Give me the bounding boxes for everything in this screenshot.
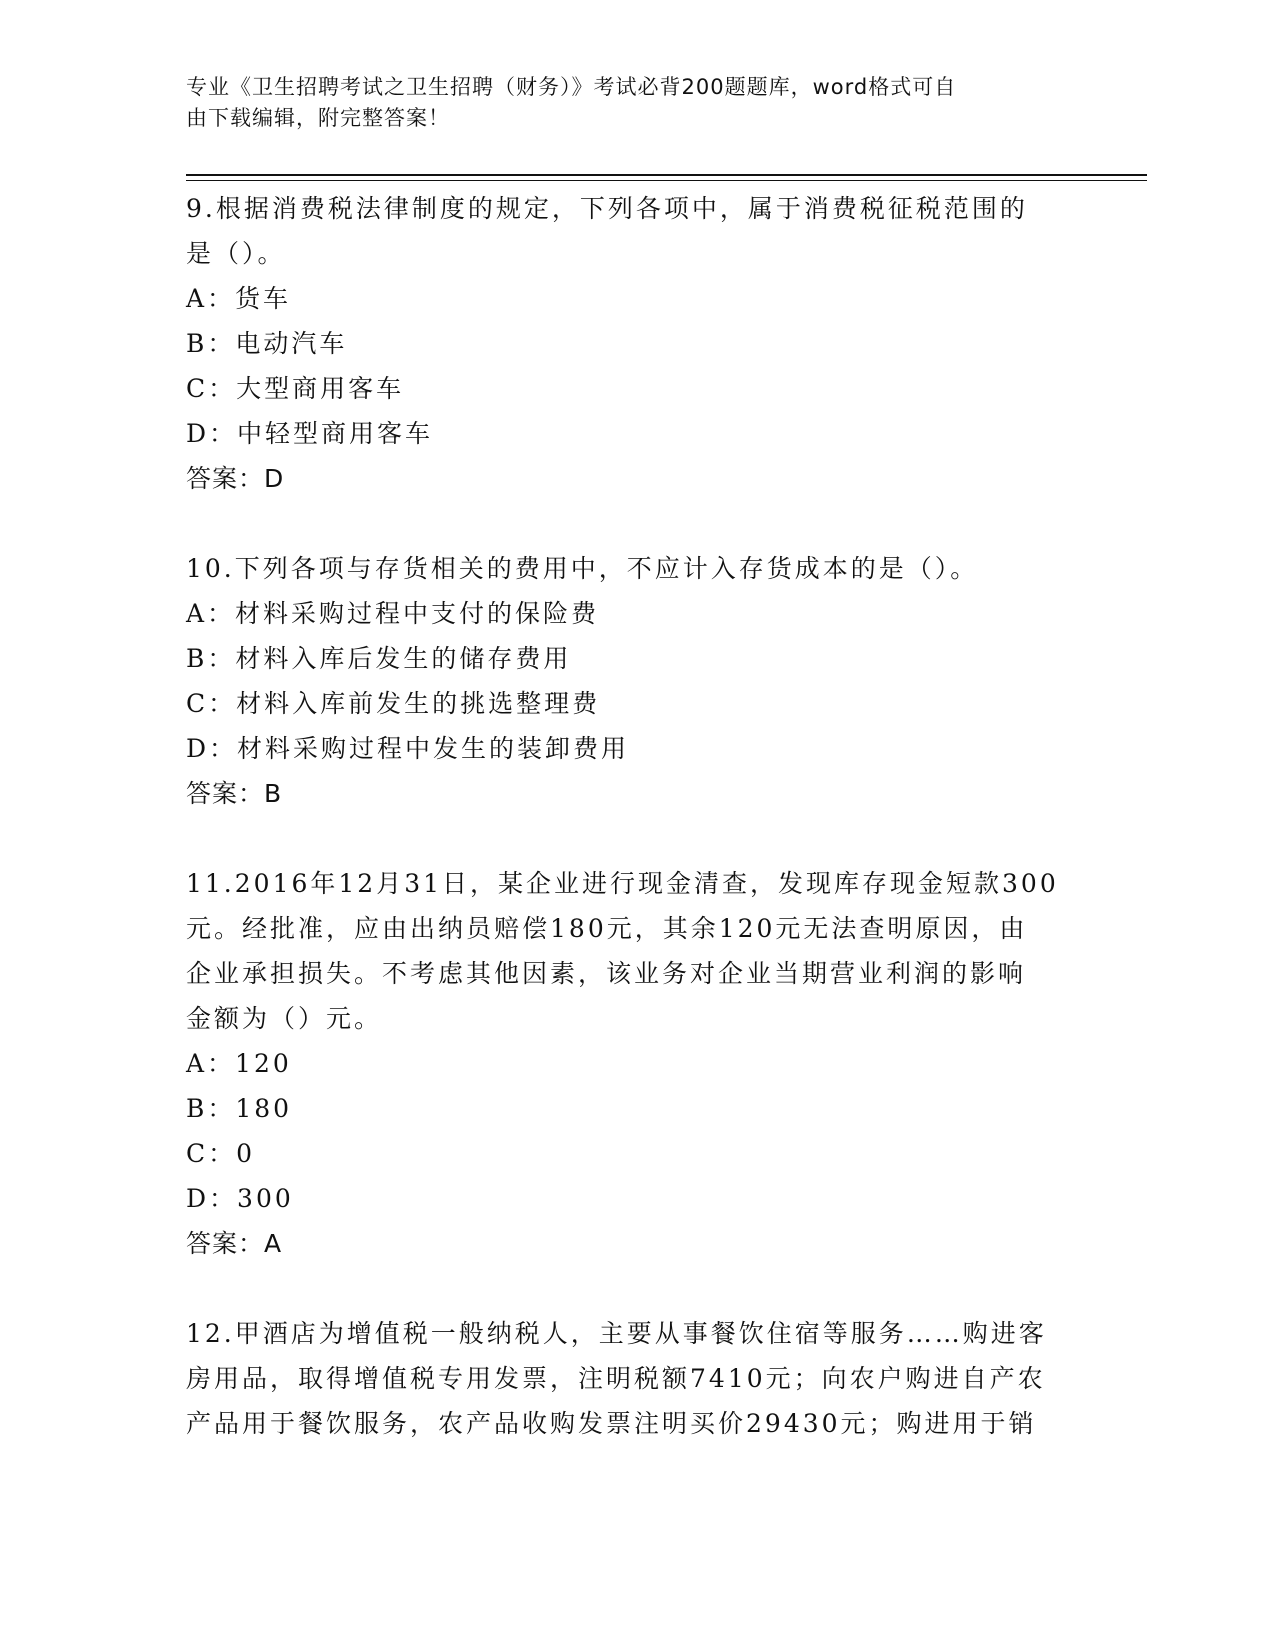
question-11 (186, 861, 1066, 1266)
question-stem-line: 是（）。 (186, 239, 286, 268)
header-divider-thin (186, 180, 1147, 181)
question-list (186, 186, 1066, 1446)
option-b: B：180 (186, 1094, 293, 1123)
option-d: D：材料采购过程中发生的装卸费用 (186, 734, 630, 763)
question-stem-line: 11.2016年12月31日，某企业进行现金清查，发现库存现金短款300 (186, 869, 1059, 898)
question-stem-line: 元。经批准，应由出纳员赔偿180元，其余120元无法查明原因，由 (186, 914, 1028, 943)
question-spacer (186, 816, 1066, 861)
question-stem-line: 9.根据消费税法律制度的规定，下列各项中，属于消费税征税范围的 (186, 194, 1028, 223)
header-line-2: 由下载编辑，附完整答案！ (186, 106, 450, 130)
answer-line: 答案：A (186, 1229, 283, 1258)
question-spacer (186, 501, 1066, 546)
question-10 (186, 546, 1066, 816)
option-b: B：电动汽车 (186, 329, 348, 358)
header-divider-thick (186, 174, 1147, 176)
option-a: A：货车 (186, 284, 292, 313)
option-a: A：材料采购过程中支付的保险费 (186, 599, 600, 628)
question-stem-line: 10.下列各项与存货相关的费用中，不应计入存货成本的是（）。 (186, 554, 979, 583)
option-c: C：材料入库前发生的挑选整理费 (186, 689, 601, 718)
header-line-1: 专业《卫生招聘考试之卫生招聘（财务）》考试必背200题题库，word格式可自 (186, 75, 957, 99)
question-stem-line: 12.甲酒店为增值税一般纳税人，主要从事餐饮住宿等服务……购进客 (186, 1319, 1047, 1348)
question-9 (186, 186, 1066, 501)
answer-line: 答案：D (186, 464, 285, 493)
document-header (186, 72, 1066, 134)
option-c: C：0 (186, 1139, 256, 1168)
question-stem-line: 金额为（）元。 (186, 1004, 383, 1033)
answer-line: 答案：B (186, 779, 283, 808)
question-stem-line: 企业承担损失。不考虑其他因素，该业务对企业当期营业利润的影响 (186, 959, 1027, 988)
question-spacer (186, 1266, 1066, 1311)
option-d: D：300 (186, 1184, 294, 1213)
option-a: A：120 (186, 1049, 292, 1078)
question-stem-line: 房用品，取得增值税专用发票，注明税额7410元；向农户购进自产农 (186, 1364, 1046, 1393)
question-stem-line: 产品用于餐饮服务，农产品收购发票注明买价29430元；购进用于销 (186, 1409, 1037, 1438)
option-b: B：材料入库后发生的储存费用 (186, 644, 572, 673)
option-c: C：大型商用客车 (186, 374, 405, 403)
option-d: D：中轻型商用客车 (186, 419, 434, 448)
question-12 (186, 1311, 1066, 1446)
